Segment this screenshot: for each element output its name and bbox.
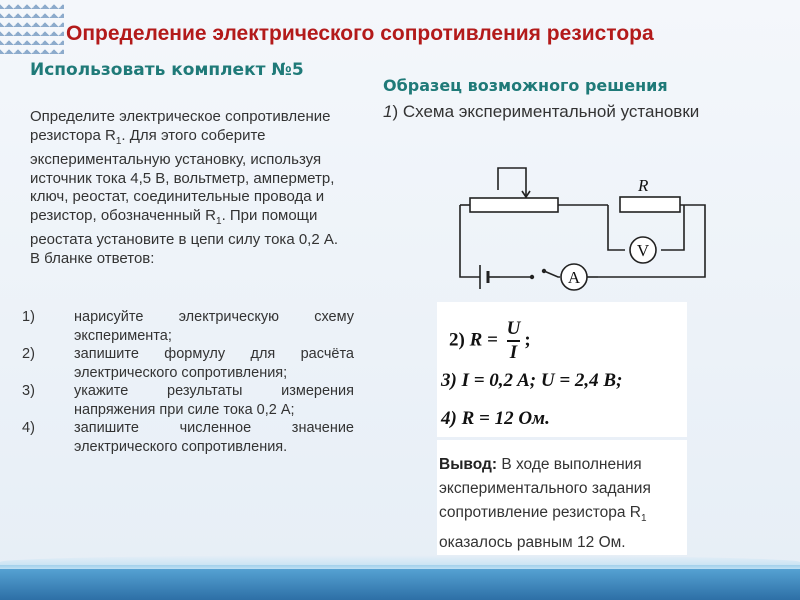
bottom-wave-band bbox=[0, 565, 800, 600]
formula-step-3: 3) I = 0,2 A; U = 2,4 B; bbox=[441, 370, 623, 391]
list-item: 2) запишите формулу для расчёта электрического сопротивления; bbox=[22, 346, 354, 381]
conclusion-text: Вывод: В ходе выполнения экспериментального задания сопротивление резистора $R_1$ оказалось равным 12 Ом. bbox=[437, 440, 687, 555]
formula-step-4: 4) R = 12 Ом. bbox=[441, 408, 550, 429]
ammeter-label: A bbox=[567, 268, 581, 287]
voltmeter-label: V bbox=[636, 241, 650, 260]
resistor-label: R bbox=[638, 176, 649, 195]
key-contact bbox=[542, 269, 546, 273]
circuit-diagram bbox=[440, 160, 740, 300]
resistor bbox=[620, 197, 680, 212]
list-item: 3) укажите результаты измерения напряжения при силе тока 0,2 А; bbox=[22, 383, 354, 418]
kit-label: Использовать комплект №5 bbox=[30, 60, 304, 80]
rheostat bbox=[470, 198, 558, 212]
slide-title: Определение электрического сопротивления резистора bbox=[66, 22, 654, 45]
sample-solution-heading: Образец возможного решения bbox=[383, 76, 668, 95]
blank-intro: В бланке ответов: bbox=[30, 249, 155, 267]
task-text: Определите электрическое сопротивление резистора $R_1$. Для этого соберите экспериментальную установку, используя источник тока 4,5 В, вольтметр, амперметр, ключ, реостат, соединительные провода и резистор, обозначенный $R_1$. При помощи реостата установите в цепи силу тока 0,2 А. В бланке ответов: bbox=[30, 108, 339, 267]
fraction: $\frac{U}{I}$ bbox=[506, 318, 521, 363]
sample-step-1: 1) Схема экспериментальной установки bbox=[383, 102, 700, 121]
wire-key-to-a bbox=[544, 271, 560, 277]
key-contact bbox=[530, 275, 534, 279]
corner-decoration bbox=[0, 0, 64, 54]
list-item: 1) нарисуйте электрическую схему эксперимента; bbox=[22, 309, 354, 344]
formula-step-2: 2) R = $\frac{U}{I}$ ; bbox=[449, 318, 531, 363]
wire-left bbox=[460, 205, 480, 277]
solution-formulas bbox=[437, 302, 687, 437]
answer-instructions-list bbox=[22, 308, 354, 456]
list-item: 4) запишите численное значение электрического сопротивления. bbox=[22, 420, 354, 455]
rheostat-slider bbox=[498, 168, 526, 197]
